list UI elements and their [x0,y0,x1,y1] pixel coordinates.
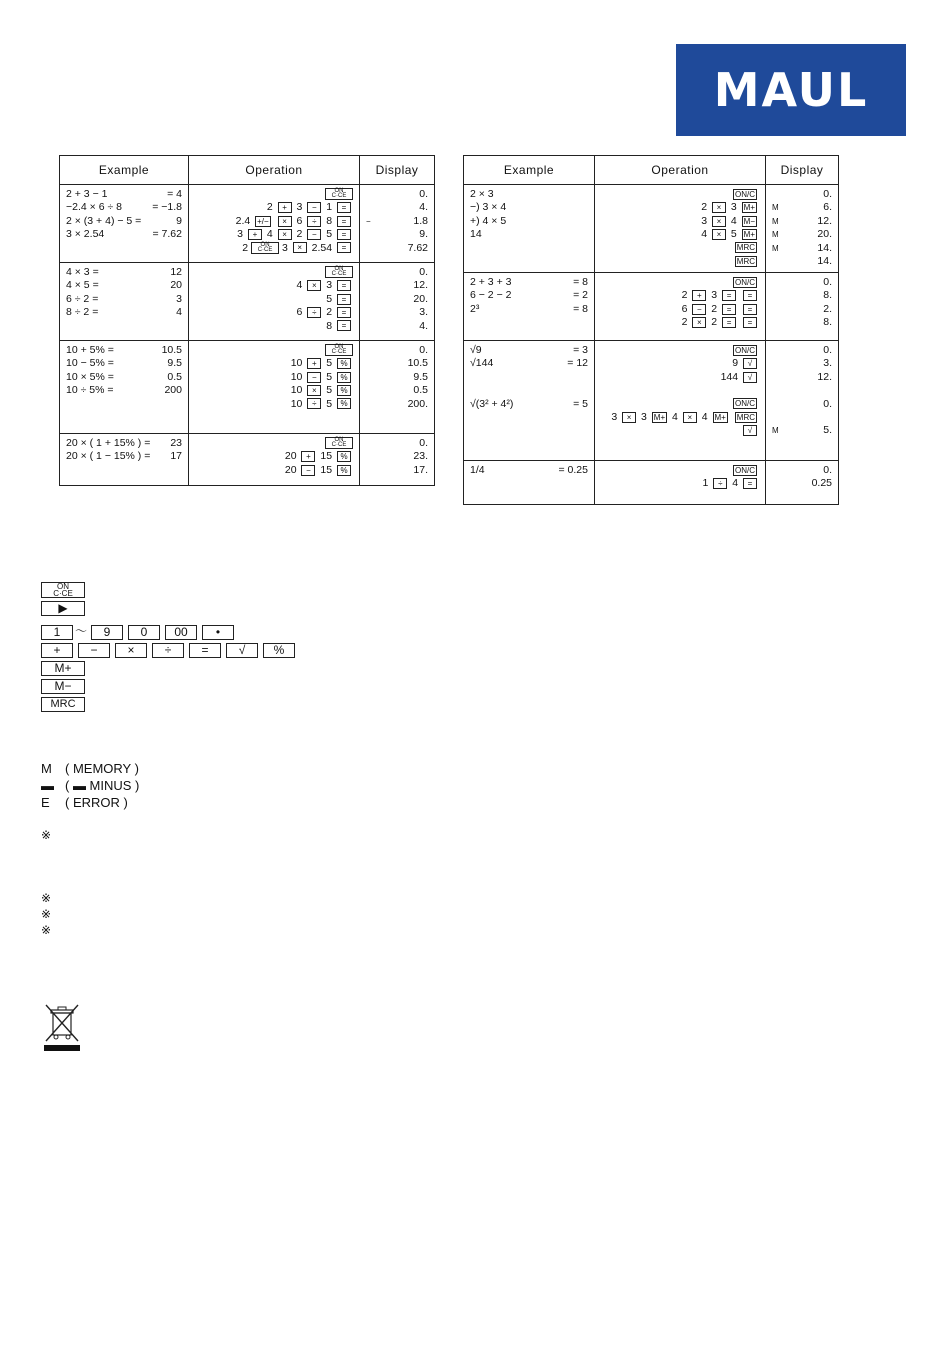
display-line: 0. [823,344,832,356]
display-line: 0. [823,188,832,200]
op-key: M+ [743,203,755,213]
col-header-display: Display [766,156,839,185]
op-key: ON/C [735,399,755,409]
indicator-error: E ( ERROR ) [41,795,128,810]
example-line: 10 ÷ 5% = 200 [66,384,182,397]
example-line: 2 + 3 − 1 = 4 [66,188,182,200]
key-on-cce: ON C·CE [325,344,353,356]
op-key: M+ [653,412,666,422]
operation-line [195,188,353,201]
key-0: 0 [128,625,160,640]
example-line: √(3² + 4²) = 5 [470,397,588,410]
display-line: 8. [823,316,832,329]
example-line: 14 [470,228,482,241]
key-9: 9 [91,625,123,640]
display-line: 17. [413,463,428,476]
example-line: 4 × 5 = 20 [66,279,182,292]
op-key: + [307,358,321,369]
right-example-table [463,155,839,505]
display-line: 4. [419,319,428,332]
display-line: M 12. [772,214,832,227]
op-key: × [712,216,726,227]
display-line [772,384,832,397]
key-on-cce: ON C·CE [325,188,353,200]
op-key: ÷ [307,307,321,318]
operation-line [601,384,759,397]
op-key: − [307,202,321,213]
op-key: ON/C [735,277,755,287]
op-key: M+ [714,412,726,422]
op-key: × [683,412,697,423]
operation-line: 2.4 +/− × 6 ÷ 8 = [195,215,353,228]
op-key: + [278,202,292,213]
op-key: × [712,202,726,213]
display-line: 0. [823,276,832,288]
key-on-cce: ON C·CE [325,437,353,449]
operation-line [601,424,759,437]
op-key: MRC [736,243,755,253]
note-mark: ※ [41,923,52,937]
example-line: 10 − 5% = 9.5 [66,357,182,370]
key-00: 00 [165,625,197,640]
display-line: 7.62 [407,241,428,254]
op-key: = [337,202,351,213]
op-key: × [307,385,321,396]
left-example-table [59,155,435,486]
op-key: = [743,478,757,489]
operation-line [601,398,759,411]
op-key: ON/C [735,189,755,199]
operation-line: 20 + 15 % [195,450,353,463]
tilde-icon: 〜 [74,624,87,638]
operation-line: 10 + 5 % [195,357,353,370]
operation-line: 4 × 3 = [195,279,353,292]
op-key: = [743,317,757,328]
op-key: ON/C [735,465,755,475]
op-key: ÷ [713,478,727,489]
example-line: +) 4 × 5 [470,214,507,227]
op-key: M− [743,216,755,226]
display-line: 9.5 [413,370,428,383]
op-key: − [307,229,321,240]
op-key: % [337,398,351,409]
op-key: + [692,290,706,301]
display-line: 200. [407,397,428,410]
operation-line: 4 × 5 M+ [701,228,755,241]
operation-line: 144 √ [601,371,759,384]
op-key: = [337,294,351,305]
op-key: % [337,465,351,476]
col-header-operation: Operation [595,156,766,185]
op-key: √ [743,358,757,369]
display-line [772,411,832,424]
col-header-display: Display [360,156,435,185]
operation-line [601,242,759,255]
operation-line: 10 × 5 % [195,384,353,397]
note-mark: ※ [41,828,52,842]
example-line: √9 = 3 [470,344,588,356]
operation-line [601,255,759,268]
display-line: 20. [413,292,428,305]
indicator-minus: ▬ ( ▬ MINUS ) [41,778,140,793]
example-line: 8 ÷ 2 = 4 [66,306,182,319]
operation-line: 2 × 3 M+ [701,201,755,214]
op-key: MRC [736,256,755,266]
operation-line: 10 − 5 % [195,371,353,384]
op-key: % [337,451,351,462]
operation-line: 6 − 2 = = [601,303,759,316]
op-key: ÷ [307,216,321,227]
display-line: 10.5 [407,357,428,370]
op-key: × [307,280,321,291]
key-play: ▶ [41,601,85,616]
operation-line: 10 ÷ 5 % [195,398,353,411]
display-line: 0. [419,344,428,356]
display-line: 0. [823,397,832,410]
operation-line: 6 ÷ 2 = [195,306,353,319]
key-sqrt: √ [226,643,258,658]
key-mrc: MRC [41,697,85,712]
key-m-plus: M+ [41,661,85,676]
key-minus: − [78,643,110,658]
display-line: 0. [419,266,428,278]
display-line: 0.25 [811,477,832,490]
op-key: = [722,290,736,301]
key-on-cce: ON C·CE [325,266,353,278]
operation-line: 2 ON C·CE 3 × 2.54 = [195,242,353,255]
operation-line: 2 × 2 = = [601,316,759,329]
key-on-cce: ON C·CE [41,582,85,598]
example-line: 10 × 5% = 0.5 [66,370,182,383]
example-line: 20 × ( 1 + 15% ) = 23 [66,437,182,449]
operation-line: 20 − 15 % [195,464,353,477]
operation-line [195,437,353,450]
operation-line [601,464,759,477]
display-line: − 1.8 [366,214,428,227]
operation-line [601,344,759,357]
op-key: % [337,358,351,369]
display-line: 4. [419,201,428,214]
display-line: M 6. [772,201,832,214]
example-line: 6 ÷ 2 = 3 [66,292,182,305]
op-key: × [692,317,706,328]
key-plus: + [41,643,73,658]
operation-line: 3 + 4 × 2 − 5 = [195,228,353,241]
example-line: −2.4 × 6 ÷ 8 = −1.8 [66,201,182,214]
op-key: × [278,216,292,227]
op-key: % [337,372,351,383]
op-key: × [293,242,307,253]
op-key: − [307,372,321,383]
operation-line [195,344,353,357]
example-line: 4 × 3 = 12 [66,266,182,278]
display-line: 14. [817,254,832,267]
example-line: 2 × 3 [470,188,494,200]
op-key: √ [743,425,757,436]
op-key: = [743,290,757,301]
op-key: = [337,216,351,227]
key-m-minus: M− [41,679,85,694]
key-percent: % [263,643,295,658]
display-line: 3. [823,357,832,370]
op-key: + [248,229,262,240]
key-1: 1 [41,625,73,640]
weee-bin-icon [44,1003,80,1051]
op-key: − [301,465,315,476]
maul-logo: MAUL [676,44,906,136]
display-line: 0. [823,464,832,476]
example-line: 3 × 2.54 = 7.62 [66,228,182,241]
indicator-memory: M ( MEMORY ) [41,761,139,776]
operation-line: 2 + 3 − 1 = [195,201,353,214]
note-mark: ※ [41,907,52,921]
operation-line: 9 √ [601,357,759,370]
operation-line [195,266,353,279]
op-key: = [337,229,351,240]
operation-line: 5 = [195,293,353,306]
op-key: = [337,242,351,253]
display-line: 12. [413,279,428,292]
display-line: 0. [419,437,428,449]
example-line: 2³ = 8 [470,302,588,315]
key-divide: ÷ [152,643,184,658]
op-key: − [692,304,706,315]
example-line [470,384,588,397]
operation-line [601,276,759,289]
example-line: 2 + 3 + 3 = 8 [470,276,588,288]
op-key: = [743,304,757,315]
operation-line [601,188,759,201]
op-key: = [337,280,351,291]
op-key: ON C·CE [251,242,279,254]
display-line: 0. [419,188,428,200]
example-line [470,371,588,384]
display-line: 3. [419,306,428,319]
op-key: % [337,385,351,396]
op-key: × [712,229,726,240]
operation-line: 2 + 3 = = [601,289,759,302]
op-key: ÷ [307,398,321,409]
operation-line: 8 = [195,320,353,333]
display-line: 12. [817,370,832,383]
operation-line: 3 × 4 M− [701,214,755,227]
key-equals: = [189,643,221,658]
operation-line: 1 ÷ 4 = [601,477,759,490]
op-key: = [722,304,736,315]
op-key: MRC [736,412,755,422]
display-line: 0.5 [413,384,428,397]
op-key: + [301,451,315,462]
op-key: × [278,229,292,240]
op-key: = [337,320,351,331]
col-header-example: Example [60,156,189,185]
example-line: 6 − 2 − 2 = 2 [470,289,588,302]
display-line: M 5. [772,424,832,437]
display-line: 9. [419,228,428,241]
example-line: √144 = 12 [470,357,588,370]
display-line: 8. [823,289,832,302]
key-dot: • [202,625,234,640]
display-line: M 20. [772,228,832,241]
example-line: 10 + 5% = 10.5 [66,344,182,356]
example-line: −) 3 × 4 [470,201,507,214]
note-mark: ※ [41,891,52,905]
op-key: M+ [743,229,755,239]
col-header-example: Example [464,156,595,185]
col-header-operation: Operation [189,156,360,185]
key-times: × [115,643,147,658]
op-key: √ [743,372,757,383]
operation-line: 3 × 3 M+ 4 × 4 M+ MRC [611,410,755,423]
op-key: = [722,317,736,328]
op-key: ON/C [735,345,755,355]
display-line: 23. [413,450,428,463]
op-key: × [622,412,636,423]
display-line: M 14. [772,241,832,254]
display-line: 2. [823,302,832,315]
example-line: 1/4 = 0.25 [470,464,588,476]
example-line: 20 × ( 1 − 15% ) = 17 [66,450,182,463]
op-key: +/− [257,216,269,226]
op-key: = [337,307,351,318]
example-line: 2 × (3 + 4) − 5 = 9 [66,214,182,227]
